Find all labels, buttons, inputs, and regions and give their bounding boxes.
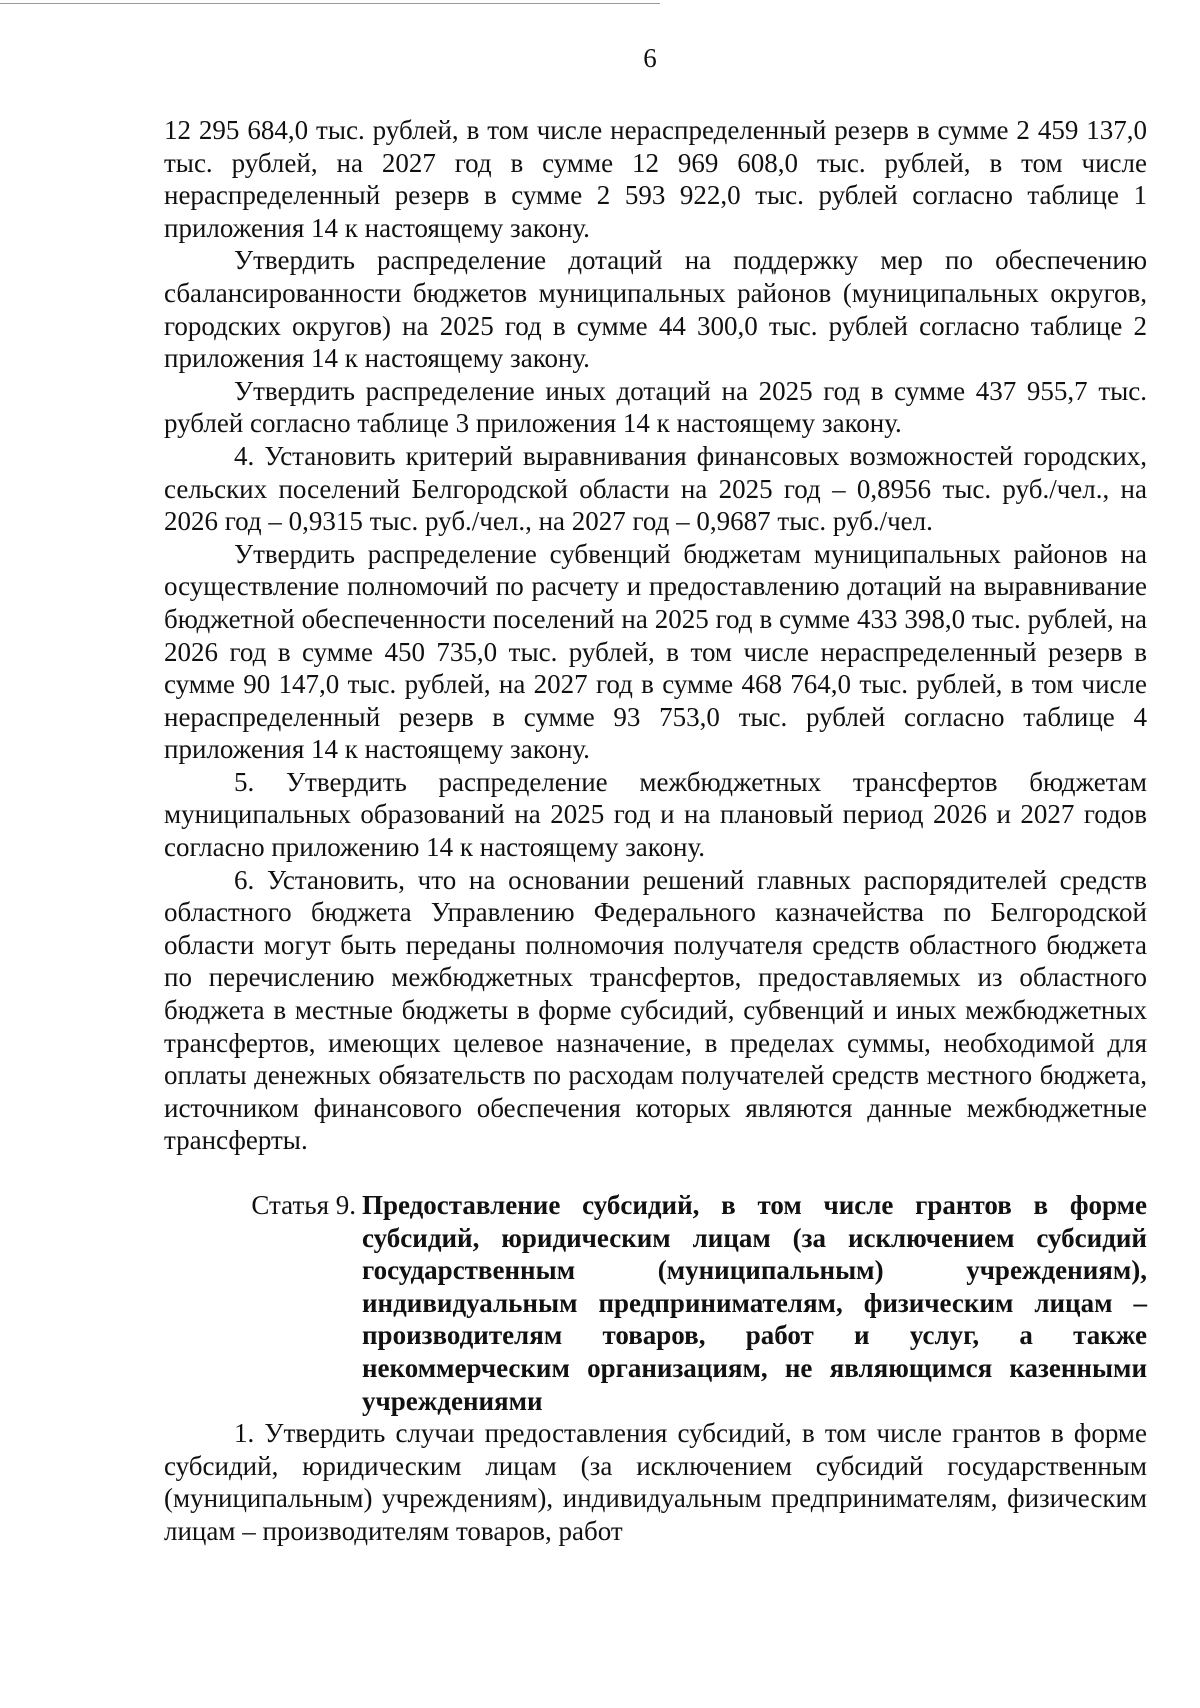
article-heading (164, 1189, 1147, 1417)
paragraph-balance-subsidies: Утвердить распределение дотаций на поддержку мер по обеспечению сбалансированности бюджетов муниципальных районов (муниципальных округов, городских округов) на 2025 год в сумме 44 300,0 тыс. рублей согласно таблице 2 приложения 14 к настоящему закону. (164, 245, 1147, 374)
document-body (164, 114, 1147, 1548)
paragraph-subventions: Утвердить распределение субвенций бюджетам муниципальных районов на осуществление полномочий по расчету и предоставлению дотаций на выравнивание бюджетной обеспеченности поселений на 2025 год в сумме 433 398,0 тыс. рублей, на 2026 год в сумме 450 735,0 тыс. рублей, в том числе нераспределенный резерв в сумме 90 147,0 тыс. рублей, на 2027 год в сумме 468 764,0 тыс. рублей, в том числе нераспределенный резерв в сумме 93 753,0 тыс. рублей согласно таблице 4 приложения 14 к настоящему закону. (164, 538, 1147, 765)
paragraph-item-6: 6. Установить, что на основании решений главных распорядителей средств областного бюджета Управлению Федерального казначейства по Белгородской области могут быть переданы полномочия получателя средств областного бюджета по перечислению межбюджетных трансфертов, предоставляемых из областного бюджета в местные бюджеты в форме субсидий, субвенций и иных межбюджетных трансфертов, имеющих целевое назначение, в пределах суммы, необходимой для оплаты денежных обязательств по расходам получателей средств местного бюджета, источником финансового обеспечения которых являются данные межбюджетные трансферты. (164, 864, 1147, 1156)
paragraph-other-subsidies: Утвердить распределение иных дотаций на 2025 год в сумме 437 955,7 тыс. рублей согласно таблице 3 приложения 14 к настоящему закону. (164, 375, 1147, 439)
paragraph-item-4: 4. Установить критерий выравнивания финансовых возможностей городских, сельских поселений Белгородской области на 2025 год – 0,8956 тыс. руб./чел., на 2026 год – 0,9315 тыс. руб./чел., на 2027 год – 0,9687 тыс. руб./чел. (164, 440, 1147, 537)
article-label: Статья 9. (251, 1190, 356, 1220)
page-number: 6 (643, 43, 657, 73)
article-paragraph-1: 1. Утвердить случаи предоставления субсидий, в том числе грантов в форме субсидий, юридическим лицам (за исключением субсидий государственным (муниципальным) учреждениям), индивидуальным предпринимателям, физическим лицам – производителям товаров, работ (164, 1418, 1147, 1546)
article-title: Предоставление субсидий, в том числе грантов в форме субсидий, юридическим лицам (за исключением субсидий государственным (муниципальным) учреждениям), индивидуальным предпринимателям, физическим лицам – производителям товаров, работ и услуг, а также некоммерческим организациям, не являющимся казенными учреждениями (362, 1190, 1147, 1416)
paragraph-item-5: 5. Утвердить распределение межбюджетных трансфертов бюджетам муниципальных образований на 2025 год и на плановый период 2026 и 2027 годов согласно приложению 14 к настоящему закону. (164, 766, 1147, 863)
top-rule (0, 3, 660, 4)
paragraph-continuation: 12 295 684,0 тыс. рублей, в том числе нераспределенный резерв в сумме 2 459 137,0 тыс. рублей, на 2027 год в сумме 12 969 608,0 тыс. рублей, в том числе нераспределенный резерв в сумме 2 593 922,0 тыс. рублей согласно таблице 1 приложения 14 к настоящему закону. (164, 115, 1147, 243)
